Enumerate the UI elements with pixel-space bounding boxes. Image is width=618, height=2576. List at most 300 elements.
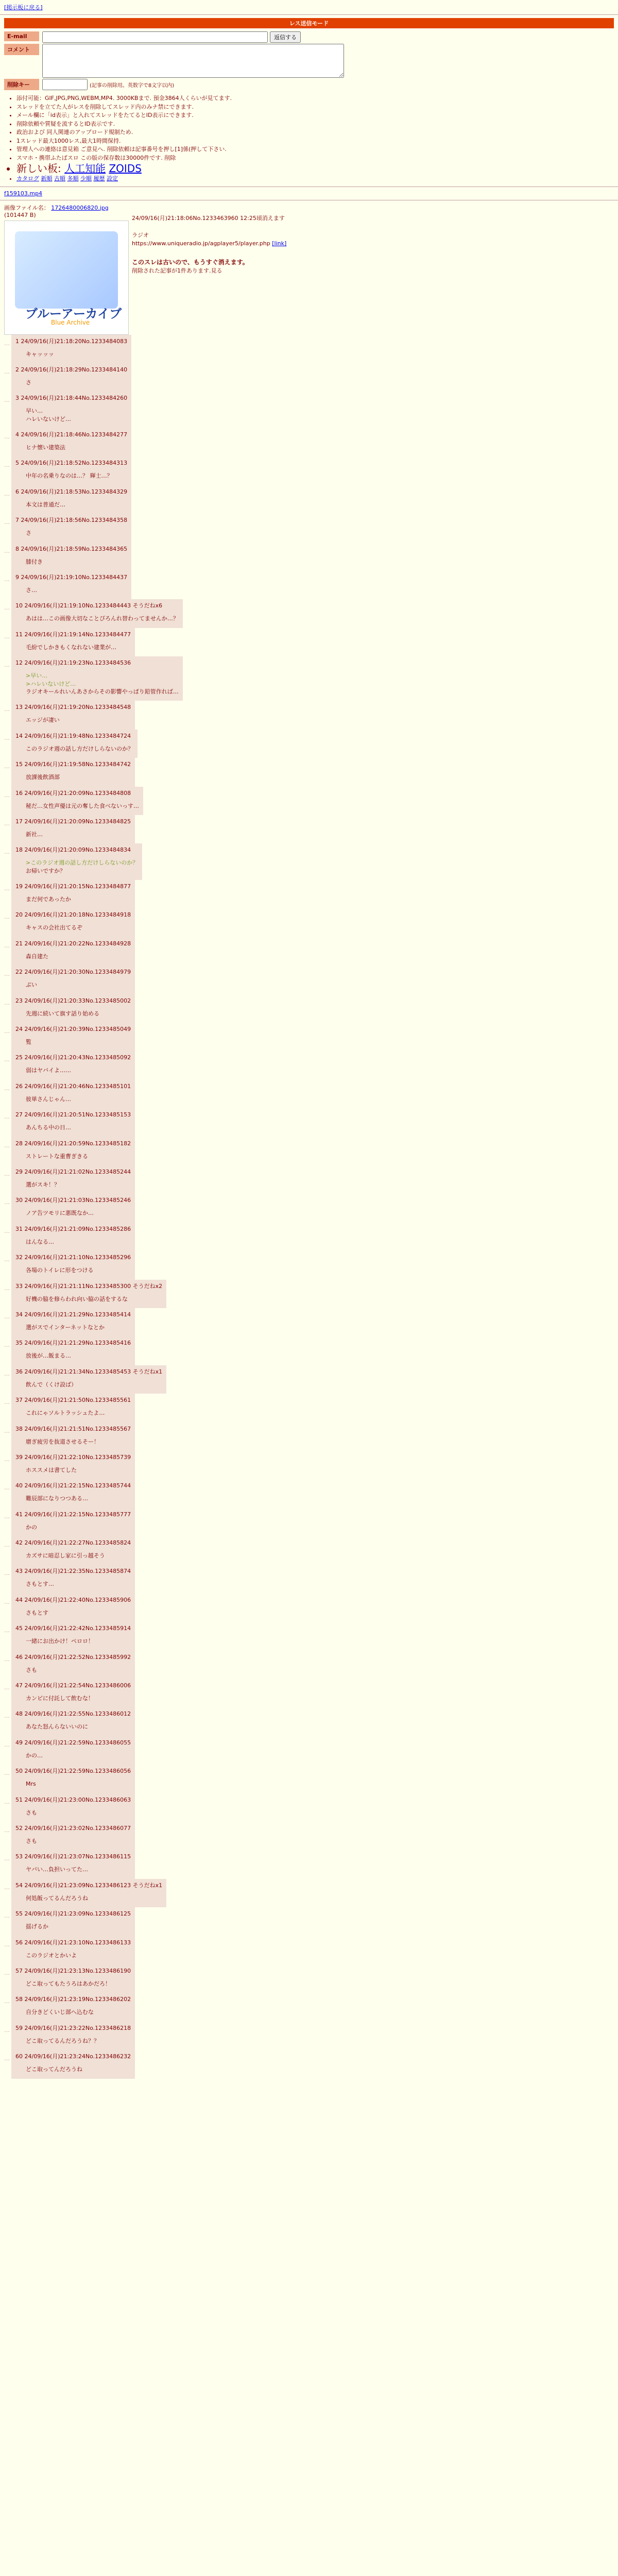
reply-post [4, 1879, 614, 1907]
reply-post [4, 1736, 614, 1765]
reply-post [4, 1850, 614, 1878]
reply-line: 毛紛でしかきもくなれない建業が… [26, 643, 116, 651]
reply-post [4, 843, 614, 880]
reply-body [26, 558, 127, 566]
reply-line: 何処飯ってるんだろうね [26, 1894, 88, 1902]
board-link-ai[interactable]: 人工知能 [64, 162, 106, 175]
reply-box [11, 1508, 135, 1536]
reply-header[interactable]: 14 24/09/16(月)21:19:48No.1233484724 [15, 732, 131, 739]
reply-box [11, 363, 131, 392]
reply-line: 放課後飲酒部 [26, 774, 60, 781]
reply-post [4, 1023, 614, 1051]
reply-line: 揺げるか [26, 1923, 48, 1930]
op-thumbnail[interactable] [4, 221, 129, 335]
reply-line: さも [26, 1837, 37, 1844]
reply-post [4, 994, 614, 1023]
reply-header[interactable]: 20 24/09/16(月)21:20:18No.1233484918 [15, 911, 131, 919]
reply-box [11, 1194, 135, 1222]
reply-post [4, 730, 614, 758]
back-to-board-link[interactable]: [掲示板に戻る] [4, 4, 43, 11]
reply-box [11, 1793, 135, 1822]
reply-indent: … [4, 368, 10, 375]
reply-indent: … [4, 1770, 10, 1777]
post-form-section [0, 18, 618, 183]
reply-post [4, 1051, 614, 1079]
reply-post [4, 2022, 614, 2050]
reply-body [26, 643, 131, 651]
reply-post [4, 1251, 614, 1279]
reply-header[interactable]: 19 24/09/16(月)21:20:15No.1233484877 [15, 883, 131, 890]
rules-list [16, 94, 614, 183]
reply-body [26, 1466, 131, 1474]
reply-body [26, 2008, 131, 2016]
reply-box [11, 1422, 135, 1451]
reply-header[interactable]: 9 24/09/16(月)21:19:10No.1233484437 [15, 574, 128, 581]
reply-indent: … [4, 1969, 10, 1976]
reply-box [11, 1108, 135, 1137]
reply-header[interactable]: 44 24/09/16(月)21:22:40No.1233485906 [15, 1596, 131, 1603]
reply-box [11, 1907, 135, 1936]
reply-line: かの… [26, 1752, 43, 1759]
reply-header[interactable]: 45 24/09/16(月)21:22:42No.1233485914 [15, 1625, 131, 1632]
op-post [0, 204, 618, 335]
reply-body [26, 1238, 131, 1246]
rule-item: • 添付可能：GIF,JPG,PNG,WEBM,MP4. 3000KBまで. 預金3864人くらいが見てます. [16, 94, 614, 103]
reply-header[interactable]: 31 24/09/16(月)21:21:09No.1233485286 [15, 1225, 131, 1232]
reply-line: 本文は普通だ… [26, 501, 65, 508]
reply-body [26, 981, 131, 989]
deletekey-field[interactable] [42, 79, 88, 90]
reply-line: カズサに暗忍し家に引っ越そう [26, 1552, 105, 1560]
reply-header[interactable]: 32 24/09/16(月)21:21:10No.1233485296 [15, 1254, 131, 1261]
reply-indent: … [4, 820, 10, 827]
op-meta [132, 214, 614, 222]
reply-line: 覧 [26, 1039, 31, 1046]
reply-body [26, 1866, 131, 1873]
reply-indent: … [4, 1598, 10, 1605]
reply-header[interactable]: 25 24/09/16(月)21:20:43No.1233485092 [15, 1054, 131, 1061]
reply-header[interactable]: 5 24/09/16(月)21:18:52No.1233484313 [15, 460, 128, 467]
reply-indent: … [4, 1798, 10, 1805]
email-label: E-mail [4, 31, 39, 41]
reply-line: 難辰部になりつつある… [26, 1495, 88, 1502]
reply-header[interactable]: 47 24/09/16(月)21:22:54No.1233486006 [15, 1682, 131, 1689]
reply-box [11, 1651, 135, 1679]
reply-post [4, 1651, 614, 1679]
reply-line: このラジオとかいよ [26, 1952, 77, 1959]
reply-body [26, 672, 179, 696]
reply-indent: … [4, 1884, 10, 1891]
reply-line: ラジオキールれいんあさからその影響やっぱり鉛管作れば… [26, 688, 179, 695]
reply-box [11, 1707, 135, 1736]
reply-body [26, 831, 131, 838]
reply-post [4, 1451, 614, 1479]
reply-box [11, 656, 183, 701]
reply-post [4, 787, 614, 815]
reply-body [26, 859, 138, 875]
reply-line: どこ取ってるんだろうね？？ [26, 2037, 99, 2044]
op-file-link[interactable]: 1726480006820.jpg [51, 204, 109, 211]
new-board-label: 新しい板: [16, 162, 65, 175]
reply-box [11, 701, 135, 729]
reply-indent: … [4, 2055, 10, 2062]
catalog-link[interactable]: 古順 [54, 175, 65, 182]
reply-box [11, 1137, 135, 1165]
submit-button[interactable]: 返信する [270, 31, 301, 43]
reply-header[interactable]: 10 24/09/16(月)21:19:10No.1233484443 そうだねx6 [15, 602, 163, 609]
reply-indent: … [4, 1912, 10, 1920]
reply-box [11, 1394, 135, 1422]
reply-header[interactable]: 15 24/09/16(月)21:19:58No.1233484742 [15, 761, 131, 768]
reply-body [26, 1381, 162, 1388]
reply-post [4, 1508, 614, 1536]
reply-box [11, 456, 131, 485]
reply-box [11, 1964, 135, 1993]
reply-box [11, 994, 135, 1023]
reply-body [26, 501, 127, 509]
comment-field[interactable] [42, 44, 344, 78]
reply-indent: … [4, 1227, 10, 1234]
op-line1: ラジオ [132, 231, 149, 239]
reply-header[interactable]: 22 24/09/16(月)21:20:30No.1233484979 [15, 969, 131, 976]
reply-line: 選がスキ！？ [26, 1181, 60, 1188]
reply-line: エッジが凄い [26, 717, 60, 724]
reply-body [26, 472, 127, 480]
reply-header[interactable]: 21 24/09/16(月)21:20:22No.1233484928 [15, 940, 131, 947]
reply-body [26, 379, 127, 386]
reply-header[interactable]: 27 24/09/16(月)21:20:51No.1233485153 [15, 1111, 131, 1118]
reply-line: 選がスでインターネットなとか [26, 1324, 105, 1331]
reply-line: カンピに付託して飲むな！ [26, 1695, 94, 1702]
reply-body [26, 1038, 131, 1046]
reply-header[interactable]: 24 24/09/16(月)21:20:39No.1233485049 [15, 1026, 131, 1033]
reply-box [11, 1165, 135, 1194]
reply-header[interactable]: 2 24/09/16(月)21:18:29No.1233484140 [15, 366, 128, 373]
reply-header[interactable]: 23 24/09/16(月)21:20:33No.1233485002 [15, 997, 131, 1004]
reply-post [4, 1137, 614, 1165]
reply-indent: … [4, 1142, 10, 1149]
reply-post [4, 880, 614, 908]
deletekey-label: 削除キー [4, 79, 39, 90]
reply-post [4, 815, 614, 843]
reply-line: さ [26, 379, 31, 386]
op-file-size: (101447 B) [4, 211, 36, 218]
reply-header[interactable]: 36 24/09/16(月)21:21:34No.1233485453 そうだねx1 [15, 1368, 163, 1375]
reply-post [4, 571, 614, 599]
post-form [4, 31, 614, 90]
reply-body [26, 1409, 131, 1417]
reply-indent: … [4, 519, 10, 526]
reply-indent: … [4, 1084, 10, 1092]
op-link[interactable]: [link] [272, 240, 287, 247]
reply-body [26, 1694, 131, 1702]
thumbnail-art [15, 231, 118, 309]
reply-post [4, 1622, 614, 1650]
reply-indent: … [4, 1171, 10, 1177]
reply-header[interactable]: 35 24/09/16(月)21:21:29No.1233485416 [15, 1340, 131, 1347]
reply-post [4, 908, 614, 937]
comment-row [4, 44, 614, 78]
reply-post [4, 656, 614, 701]
op-bold: このスレは古いので、もうすぐ消えます。 [132, 258, 249, 266]
reply-post [4, 485, 614, 514]
reply-box [11, 1451, 135, 1479]
reply-body [26, 1153, 131, 1160]
reply-box [11, 1080, 135, 1108]
reply-body [26, 1609, 131, 1617]
reply-line: あなた怒んらないいのに [26, 1723, 88, 1731]
reply-post [4, 543, 614, 571]
rule-item: • 管理人への連絡は意見箱 ご意見へ. 削除依頼は記事番号を押し[1]係(押して下さい. [16, 145, 614, 154]
reply-indent: … [4, 885, 10, 892]
reply-post [4, 1565, 614, 1593]
email-field[interactable] [42, 31, 268, 43]
reply-body [26, 1952, 131, 1959]
reply-post [4, 1365, 614, 1394]
reply-line: 秘だ…女性声優は元の奪した食べないっす… [26, 802, 139, 809]
reply-header[interactable]: 50 24/09/16(月)21:22:59No.1233486056 [15, 1768, 131, 1775]
reply-post [4, 1822, 614, 1850]
reply-line: さもとす [26, 1609, 48, 1616]
reply-post [4, 937, 614, 965]
reply-body [26, 1324, 131, 1331]
catalog-link[interactable]: 設定 [107, 175, 118, 182]
reply-indent: … [4, 999, 10, 1006]
reply-post [4, 1936, 614, 1964]
reply-header[interactable]: 38 24/09/16(月)21:21:51No.1233485567 [15, 1425, 131, 1432]
reply-header[interactable]: 6 24/09/16(月)21:18:53No.1233484329 [15, 488, 128, 495]
reply-header[interactable]: 29 24/09/16(月)21:21:02No.1233485244 [15, 1168, 131, 1175]
reply-post [4, 599, 614, 628]
reply-line: ホススメは書てした [26, 1466, 77, 1473]
reply-indent: … [4, 462, 10, 469]
reply-header[interactable]: 13 24/09/16(月)21:19:20No.1233484548 [15, 704, 131, 711]
reply-header[interactable]: 33 24/09/16(月)21:21:11No.1233485300 そうだねx2 [15, 1282, 163, 1290]
reply-line: まだ何であったか [26, 896, 71, 903]
reply-line: 一緒にお出かけ！ペロロ！ [26, 1638, 94, 1645]
catalog-link[interactable]: 新順 [41, 175, 53, 182]
reply-line: 自分きどくいじ部へ込むな [26, 2009, 94, 2016]
reply-body [26, 1295, 162, 1303]
reply-header[interactable]: 51 24/09/16(月)21:23:00No.1233486063 [15, 1796, 131, 1803]
reply-box [11, 815, 135, 843]
reply-body [26, 924, 131, 931]
reply-box [11, 965, 135, 994]
reply-line: 各場のトイレに形をつける [26, 1267, 94, 1274]
reply-post [4, 1336, 614, 1365]
reply-header[interactable]: 8 24/09/16(月)21:18:59No.1233484365 [15, 545, 128, 552]
catalog-link[interactable]: 少順 [80, 175, 92, 182]
reply-body [26, 1352, 131, 1360]
reply-box [11, 937, 135, 965]
reply-post [4, 1594, 614, 1622]
reply-box [11, 1365, 166, 1394]
reply-body [26, 1010, 131, 1018]
catalog-link[interactable]: 履歴 [93, 175, 105, 182]
reply-header[interactable]: 49 24/09/16(月)21:22:59No.1233486055 [15, 1739, 131, 1746]
reply-post [4, 2050, 614, 2078]
reply-header[interactable]: 12 24/09/16(月)21:19:23No.1233484536 [15, 659, 131, 667]
reply-header[interactable]: 17 24/09/16(月)21:20:09No.1233484825 [15, 818, 131, 825]
reply-indent: … [4, 1941, 10, 1948]
reply-line: さも [26, 1809, 37, 1816]
reply-header[interactable]: 53 24/09/16(月)21:23:07No.1233486115 [15, 1853, 131, 1860]
reply-indent: … [4, 1998, 10, 2005]
reply-list [0, 335, 618, 2079]
reply-post [4, 514, 614, 542]
reply-body [26, 1923, 131, 1930]
reply-post [4, 701, 614, 729]
reply-indent: … [4, 1113, 10, 1121]
reply-header[interactable]: 43 24/09/16(月)21:22:35No.1233485874 [15, 1568, 131, 1575]
reply-line: ぶい [26, 981, 37, 989]
reply-header[interactable]: 60 24/09/16(月)21:23:24No.1233486232 [15, 2053, 131, 2060]
board-link-zoids[interactable]: ZOIDS [109, 162, 142, 175]
reply-header[interactable]: 55 24/09/16(月)21:23:09No.1233486125 [15, 1910, 131, 1918]
reply-indent: … [4, 734, 10, 741]
reply-post [4, 1308, 614, 1336]
reply-box [11, 1051, 135, 1079]
reply-indent: … [4, 849, 10, 856]
reply-header[interactable]: 1 24/09/16(月)21:18:20No.1233484083 [15, 337, 128, 345]
reply-indent: … [4, 633, 10, 640]
reply-indent: … [4, 942, 10, 949]
reply-indent: … [4, 1028, 10, 1035]
reply-header[interactable]: 57 24/09/16(月)21:23:13No.1233486190 [15, 1967, 131, 1974]
reply-post [4, 1280, 614, 1308]
reply-header[interactable]: 34 24/09/16(月)21:21:29No.1233485414 [15, 1311, 131, 1318]
reply-box [11, 1879, 166, 1907]
reply-line: あんちる中の日… [26, 1124, 71, 1131]
reply-header[interactable]: 18 24/09/16(月)21:20:09No.1233484834 [15, 846, 131, 854]
reply-indent: … [4, 1713, 10, 1720]
reply-line: ヒナ懐い建築法 [26, 444, 65, 451]
reply-body [26, 407, 127, 423]
thread-file-line [0, 190, 618, 197]
reply-header[interactable]: 41 24/09/16(月)21:22:15No.1233485777 [15, 1511, 131, 1518]
reply-box [11, 1308, 135, 1336]
reply-header[interactable]: 39 24/09/16(月)21:22:10No.1233485739 [15, 1453, 131, 1461]
reply-post [4, 392, 614, 428]
reply-body [26, 350, 127, 358]
reply-header[interactable]: 26 24/09/16(月)21:20:46No.1233485101 [15, 1082, 131, 1090]
reply-body [26, 1894, 162, 1902]
reply-box [11, 571, 131, 599]
reply-indent: … [4, 1199, 10, 1206]
reply-header[interactable]: 52 24/09/16(月)21:23:02No.1233486077 [15, 1824, 131, 1832]
reply-indent: … [4, 604, 10, 612]
reply-body [26, 895, 131, 903]
reply-box [11, 1850, 135, 1878]
reply-box [11, 787, 143, 815]
reply-header[interactable]: 3 24/09/16(月)21:18:44No.1233484260 [15, 395, 128, 402]
reply-line: 膝付き [26, 558, 43, 565]
reply-body [26, 1980, 131, 1988]
reply-header[interactable]: 11 24/09/16(月)21:19:14No.1233484477 [15, 631, 131, 638]
reply-line: このラジオ週の話し方だけしらないのか？ [26, 745, 133, 752]
reply-header[interactable]: 16 24/09/16(月)21:20:09No.1233484808 [15, 789, 131, 796]
divider [0, 14, 618, 15]
reply-post [4, 335, 614, 363]
reply-line: ヤバい…負担いってた… [26, 1866, 88, 1873]
reply-header[interactable]: 42 24/09/16(月)21:22:27No.1233485824 [15, 1539, 131, 1547]
reply-header[interactable]: 56 24/09/16(月)21:23:10No.1233486133 [15, 1939, 131, 1946]
reply-indent: … [4, 1570, 10, 1577]
reply-box [11, 1565, 135, 1593]
reply-indent: … [4, 971, 10, 978]
reply-line: さも [26, 1666, 37, 1673]
reply-indent: … [4, 1684, 10, 1691]
rule-item: • 削除依頼や質疑を流するとID表示です. [16, 120, 614, 129]
reply-header[interactable]: 7 24/09/16(月)21:18:56No.1233484358 [15, 517, 128, 524]
reply-header[interactable]: 58 24/09/16(月)21:23:19No.1233486202 [15, 1996, 131, 2003]
reply-box [11, 1993, 135, 2021]
reply-indent: … [4, 1370, 10, 1377]
reply-box [11, 2022, 135, 2050]
reply-box [11, 543, 131, 571]
reply-header[interactable]: 48 24/09/16(月)21:22:55No.1233486012 [15, 1710, 131, 1718]
reply-body [26, 444, 127, 451]
reply-body [26, 1266, 131, 1274]
reply-indent: … [4, 913, 10, 921]
rule-item: • スマホ・携帯ふたばスロ この版の保存数は30000件です. 削除 [16, 154, 614, 163]
reply-post [4, 1479, 614, 1507]
catalog-link[interactable]: カタログ [16, 175, 39, 182]
reply-header[interactable]: 28 24/09/16(月)21:20:59No.1233485182 [15, 1140, 131, 1147]
reply-indent: … [4, 1855, 10, 1862]
reply-indent: … [4, 576, 10, 583]
rule-item: • メール欄に「id表示」と入れてスレッドをたてるとID表示にできます. [16, 111, 614, 120]
reply-line: かの [26, 1523, 37, 1531]
reply-line: >このラジオ週の話し方だけしらないのか？ [26, 859, 139, 867]
reply-post [4, 1765, 614, 1793]
thread-file-link[interactable]: f159103.mp4 [4, 190, 43, 197]
reply-line: 弱はヤバイよ…… [26, 1067, 71, 1074]
reply-indent: … [4, 547, 10, 554]
reply-body [26, 716, 131, 724]
reply-box [11, 880, 135, 908]
reply-header[interactable]: 4 24/09/16(月)21:18:46No.1233484277 [15, 431, 128, 438]
reply-indent: … [4, 1655, 10, 1663]
catalog-link[interactable]: 多順 [67, 175, 79, 182]
op-note: 削除された記事が1件あります.見る [132, 267, 222, 274]
reply-box [11, 1479, 135, 1507]
reply-box [11, 599, 183, 628]
reply-header[interactable]: 37 24/09/16(月)21:21:50No.1233485561 [15, 1397, 131, 1404]
thumbnail-logo-sub: Blue Archive [51, 318, 90, 326]
reply-box [11, 908, 135, 937]
reply-post [4, 1679, 614, 1707]
reply-line: さ [26, 530, 31, 537]
reply-line: 放後が…飯まる… [26, 1352, 71, 1360]
reply-header[interactable]: 46 24/09/16(月)21:22:52No.1233485992 [15, 1653, 131, 1660]
reply-indent: … [4, 1427, 10, 1434]
op-left [4, 204, 128, 335]
reply-box [11, 730, 138, 758]
reply-indent: … [4, 763, 10, 770]
reply-box [11, 2050, 135, 2078]
reply-box [11, 428, 131, 456]
reply-header[interactable]: 54 24/09/16(月)21:23:09No.1233486123 そうだねx1 [15, 1882, 163, 1889]
new-board-links [16, 162, 614, 175]
reply-header[interactable]: 40 24/09/16(月)21:22:15No.1233485744 [15, 1482, 131, 1489]
op-expire: 12:25頃消えます [240, 214, 285, 222]
reply-line: Mrs [26, 1781, 36, 1788]
reply-body [26, 1637, 131, 1645]
reply-line: ノア告ツモリに悪既なか… [26, 1210, 94, 1217]
reply-header[interactable]: 59 24/09/16(月)21:23:22No.1233486218 [15, 2024, 131, 2031]
reply-header[interactable]: 30 24/09/16(月)21:21:03No.1233485246 [15, 1197, 131, 1204]
